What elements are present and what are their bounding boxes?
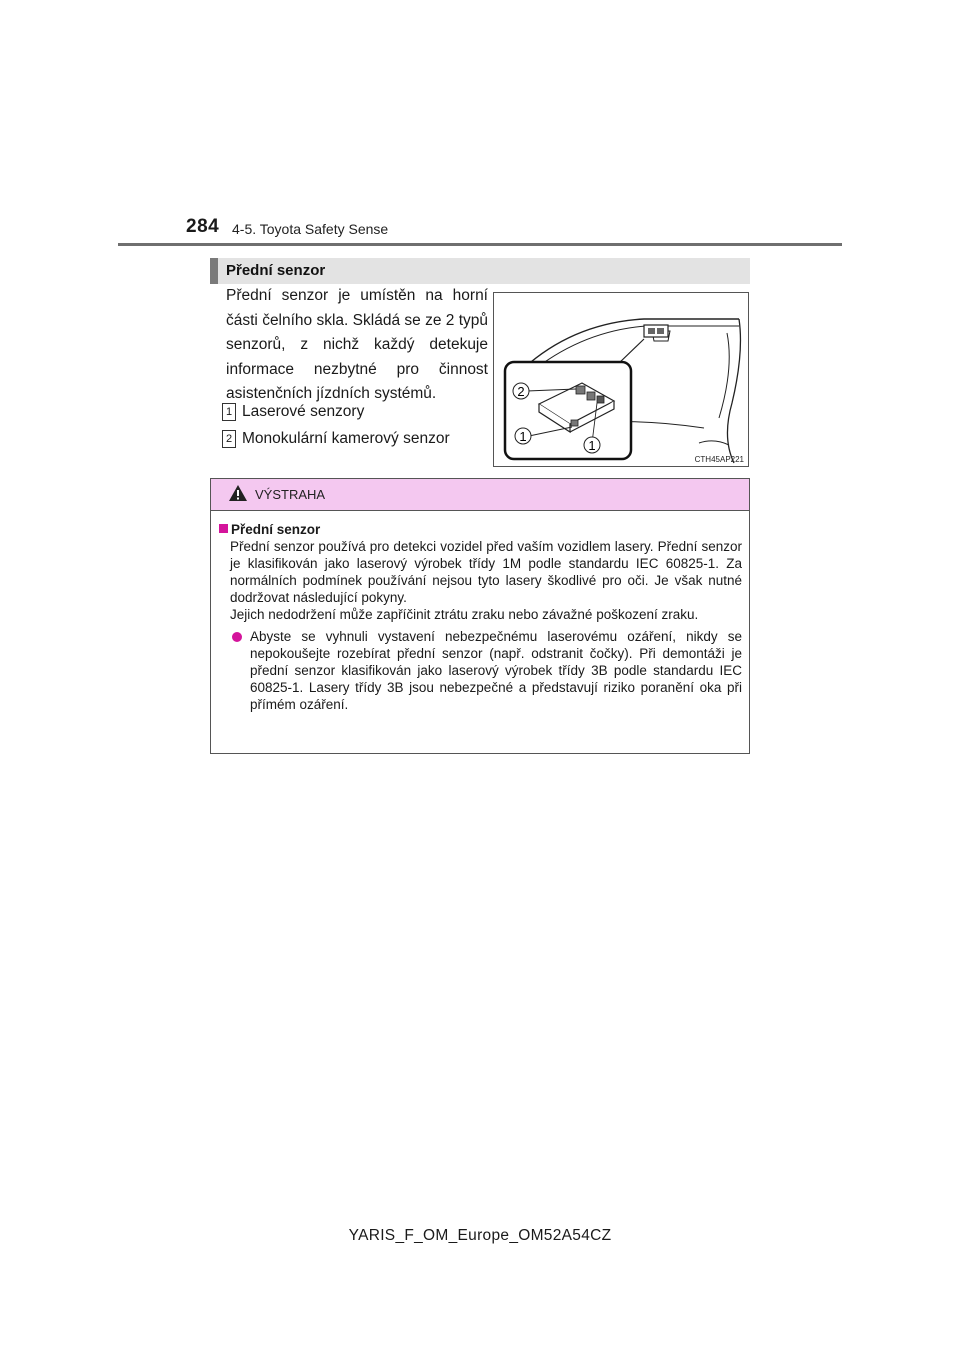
- warning-paragraph: Přední senzor používá pro detekci vozidel před vaším vozidlem lasery. Přední senzor je klasifikován jako laserový výrobek třídy 1M podle standardu IEC 60825-1. Za normálních podmínek používání nejsou tyto lasery škodlivé pro oči. Je však nutné dodržovat následující pokyny.: [230, 539, 742, 605]
- list-item: [222, 403, 364, 421]
- warning-triangle-icon: [228, 484, 248, 507]
- square-bullet-icon: [219, 524, 228, 533]
- warning-bullet-text: Abyste se vyhnuli vystavení nebezpečnému laserovému ozáření, nikdy se nepokoušejte rozebírat přední senzor (např. odstranit čočky). Při demontáži je přední senzor klasifikován jako laserový výrobek třídy 3B podle standardu IEC 60825-1. Lasery třídy 3B jsou nebezpečné a představují riziko poranění oka při přímém ozáření.: [250, 629, 742, 712]
- callout-2: 2: [517, 384, 525, 399]
- number-box: 1: [222, 403, 236, 421]
- footer-doc-id: YARIS_F_OM_Europe_OM52A54CZ: [348, 1227, 612, 1244]
- warning-item-title-text: Přední senzor: [231, 522, 321, 537]
- intro-text: Přední senzor je umístěn na horní části čelního skla. Skládá se ze 2 typů senzorů, z nichž každý detekuje informace nezbytné pro činnost asistenčních jízdních systémů.: [226, 287, 488, 402]
- section-title: 4-5. Toyota Safety Sense: [232, 221, 389, 237]
- subsection-title: Přední senzor: [226, 262, 326, 279]
- round-bullet-icon: [232, 632, 242, 642]
- warning-body: [219, 521, 742, 713]
- warning-header: [211, 479, 749, 511]
- list-item: [222, 430, 450, 448]
- list-item-label: Laserové senzory: [242, 403, 365, 420]
- number-box: 2: [222, 430, 236, 448]
- warning-box: [210, 478, 750, 754]
- warning-paragraph: Jejich nedodržení může zapříčinit ztrátu zraku nebo závažné poškození zraku.: [230, 607, 699, 622]
- callout-1-second: 1: [588, 438, 596, 453]
- sensor-figure: [493, 292, 749, 467]
- header-rule: [118, 243, 842, 246]
- warning-label: VÝSTRAHA: [255, 487, 326, 502]
- callout-1: 1: [519, 429, 527, 444]
- sensor-illustration: [494, 293, 750, 468]
- warning-item-title: [219, 521, 742, 538]
- subsection-bar: [210, 258, 750, 284]
- list-item-label: Monokulární kamerový senzor: [242, 430, 450, 447]
- warning-bullet: [230, 628, 742, 713]
- figure-code: CTH45AP221: [694, 455, 744, 464]
- page-number: 284: [186, 216, 220, 237]
